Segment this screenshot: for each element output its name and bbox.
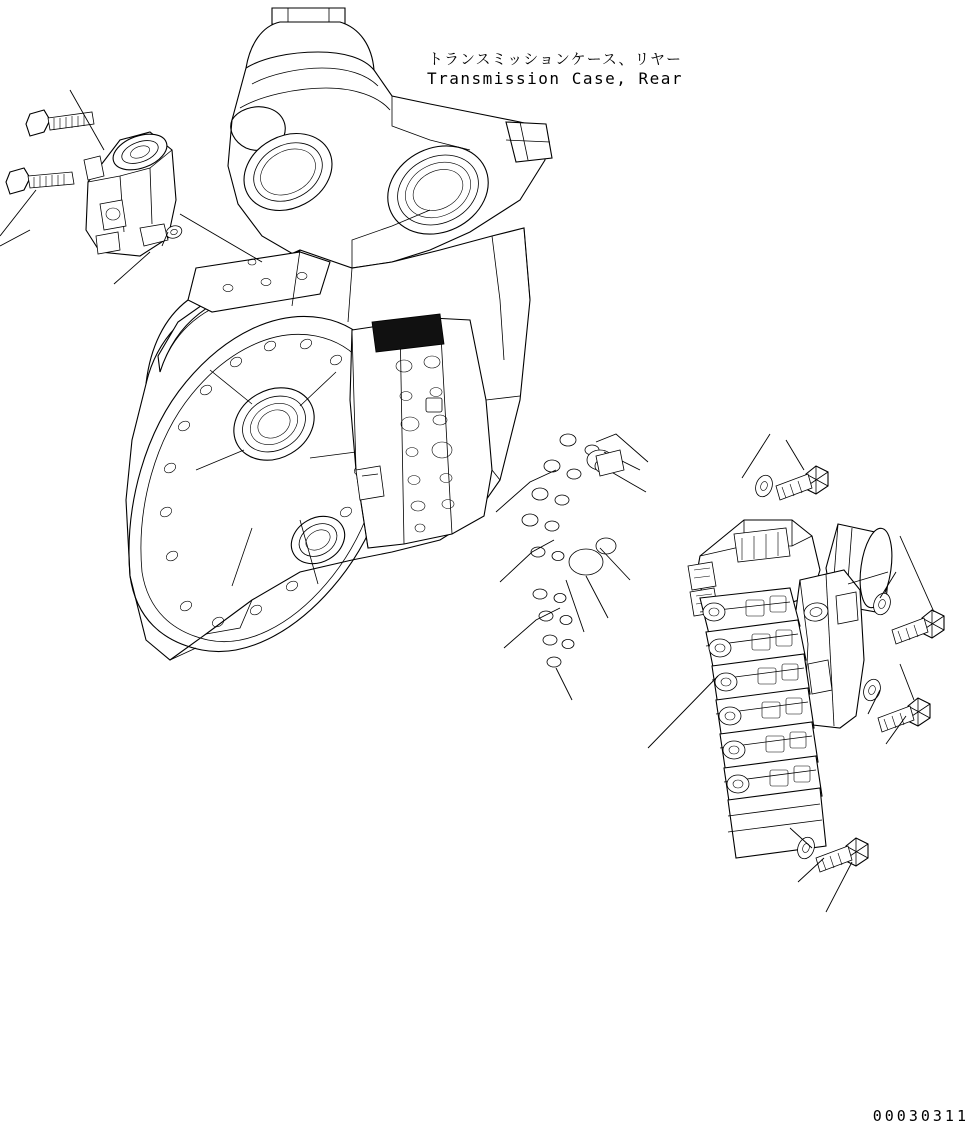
drawing-number: 00030311 bbox=[872, 1107, 969, 1125]
title-block bbox=[405, 50, 705, 89]
title-japanese: トランスミッションケース、リヤー bbox=[427, 50, 683, 68]
mounting-bolts bbox=[6, 110, 94, 194]
transmission-case-rear-housing bbox=[126, 8, 552, 660]
modulating-valve-assembly bbox=[84, 127, 176, 256]
o-ring-and-seal-group bbox=[496, 434, 648, 700]
title-english: Transmission Case, Rear bbox=[426, 68, 684, 88]
